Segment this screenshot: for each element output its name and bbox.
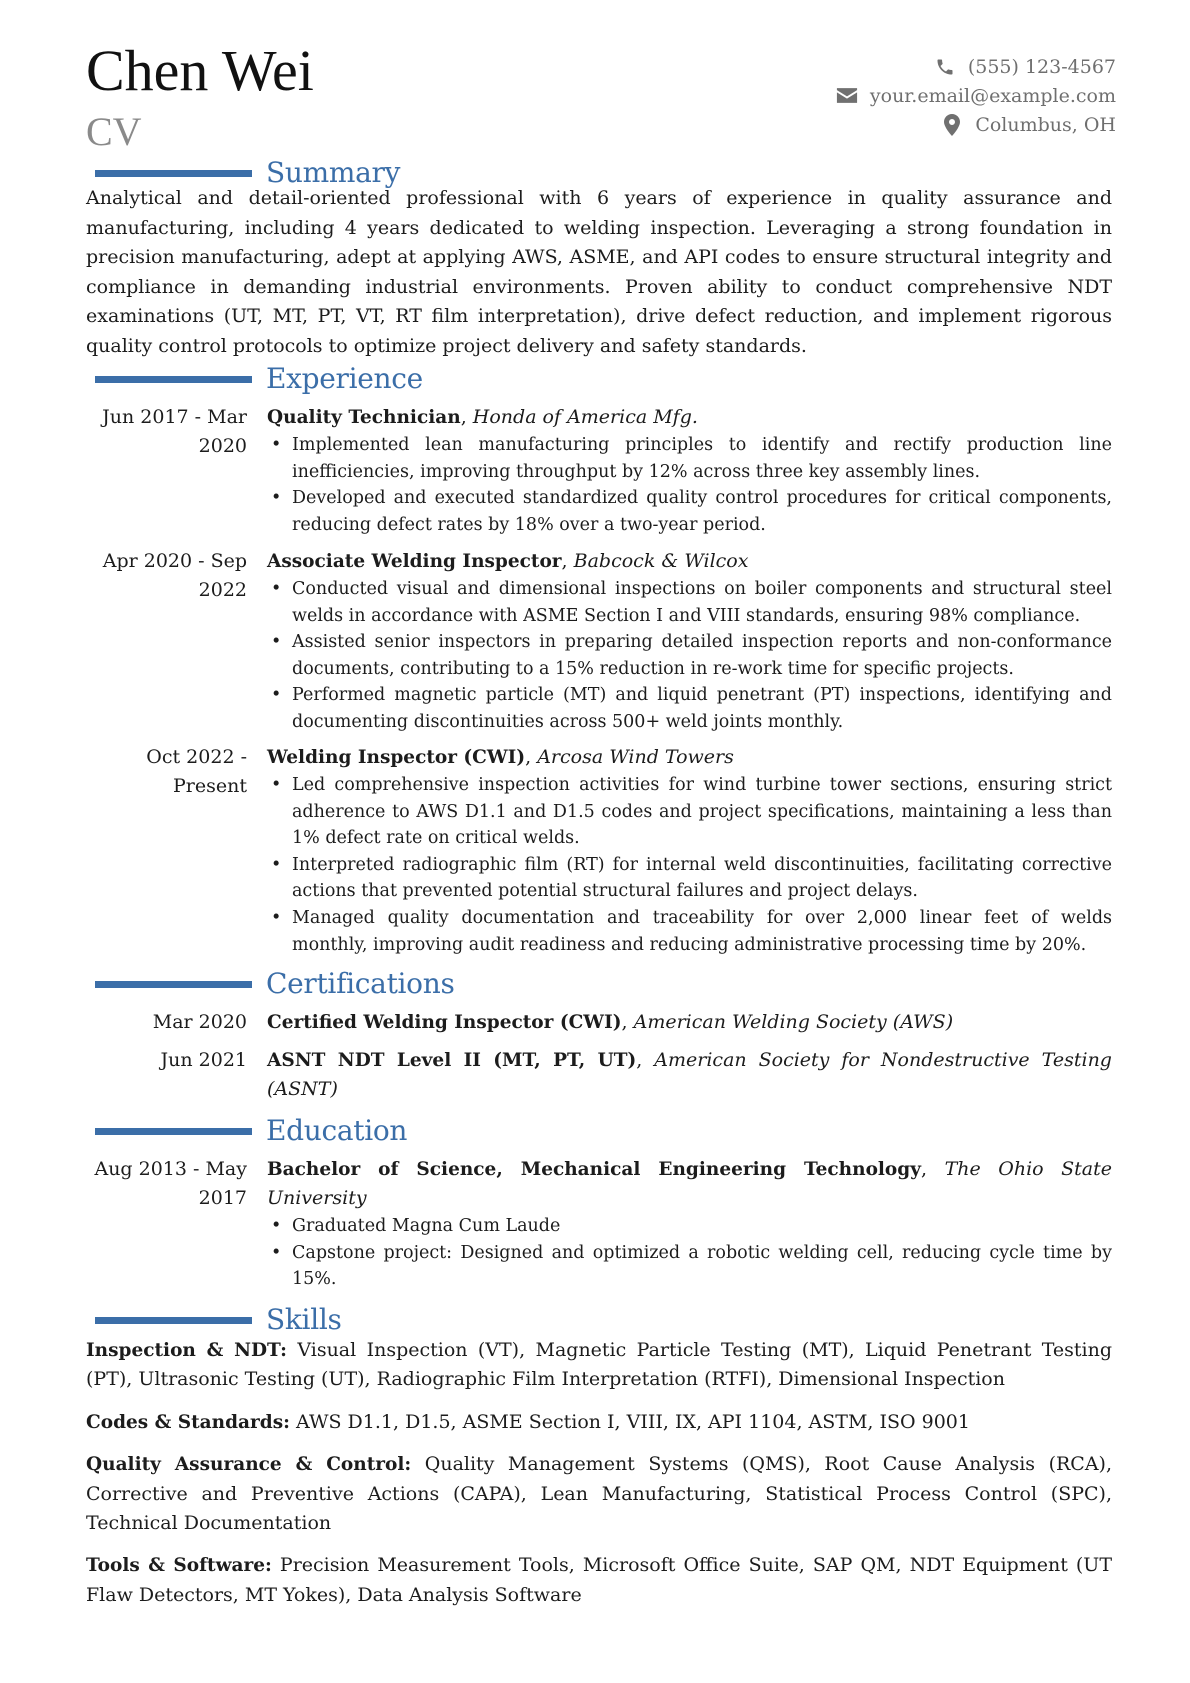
list-item: • Graduated Magna Cum Laude [267, 1213, 1112, 1240]
contact-info [836, 52, 1116, 139]
phone-text: (555) 123-4567 [967, 55, 1116, 78]
entry-organization: Arcosa Wind Towers [537, 746, 734, 768]
entry-organization: American Welding Society (AWS) [633, 1011, 954, 1033]
envelope-icon [836, 85, 858, 107]
skill-values: AWS D1.1, D1.5, ASME Section I, VIII, IX, API 1104, ASTM, ISO 9001 [296, 1410, 970, 1433]
list-item: • Developed and executed standardized quality control procedures for critical components, reducing defect rates by 18% over a two-year period. [267, 485, 1112, 538]
summary-text: Analytical and detail-oriented professional with 6 years of experience in quality assurance and manufacturing, including 4 years dedicated to welding inspection. Leveraging a strong foundation in precision manufacturing, adept at applying AWS, ASME, and API codes to ensure structural integrity and compliance in demanding industrial environments. Proven ability to conduct comprehensive NDT examinations (UT, MT, PT, VT, RT film interpretation), drive defect reduction, and implement rigorous quality control protocols to optimize project delivery and safety standards. [86, 187, 1112, 357]
list-item: • Assisted senior inspectors in preparing detailed inspection reports and non-conformance documents, contributing to a 15% reduction in re-work time for specific projects. [267, 629, 1112, 682]
entry-body [267, 1155, 1112, 1293]
list-item: • Performed magnetic particle (MT) and liquid penetrant (PT) inspections, identifying and documenting discontinuities across 500+ weld joints monthly. [267, 682, 1112, 735]
entry-headline: Quality Technician, Honda of America Mfg. [267, 406, 698, 428]
list-item: • Conducted visual and dimensional inspections on boiler components and structural steel welds in accordance with ASME Section I and VIII standards, ensuring 98% compliance. [267, 576, 1112, 629]
list-item: • Led comprehensive inspection activities for wind turbine tower sections, ensuring strict adherence to AWS D1.1 and D1.5 codes and project specifications, maintaining a less than 1% defect rate on critical welds. [267, 772, 1112, 852]
skills-section-heading [95, 1302, 342, 1336]
section-title: Experience [266, 361, 423, 395]
email-text: your.email@example.com [869, 84, 1116, 107]
skill-group [86, 1336, 1112, 1395]
entry-headline: Associate Welding Inspector, Babcock & Wilcox [267, 550, 749, 572]
education-section-heading [95, 1113, 407, 1147]
entry-organization: American Society for Nondestructive Testing (ASNT) [267, 1049, 1112, 1100]
entry-body [267, 403, 1112, 538]
entry-organization: Honda of America Mfg. [472, 406, 698, 428]
section-accent-bar [95, 1128, 252, 1135]
skill-category: Tools & Software: [86, 1555, 272, 1577]
entry-role: Quality Technician [267, 407, 461, 428]
section-title: Skills [266, 1302, 342, 1336]
skill-group [86, 1551, 1112, 1610]
entry-body [267, 547, 1112, 736]
entry-headline: Welding Inspector (CWI), Arcosa Wind Towers [267, 746, 734, 768]
entry-headline: Bachelor of Science, Mechanical Engineering Technology, The Ohio State University [267, 1158, 1112, 1209]
list-item: • Interpreted radiographic film (RT) for internal weld discontinuities, facilitating corrective actions that prevented potential structural failures and project delays. [267, 852, 1112, 905]
skill-category: Codes & Standards: [86, 1411, 290, 1433]
entry-role: Associate Welding Inspector [267, 551, 562, 572]
list-item: • Managed quality documentation and traceability for over 2,000 linear feet of welds monthly, improving audit readiness and reducing administrative processing time by 20%. [267, 905, 1112, 958]
section-title: Summary [266, 155, 401, 189]
document-type: CV [86, 109, 142, 154]
entry-organization: The Ohio State University [267, 1158, 1112, 1209]
entry-role: Welding Inspector (CWI) [267, 747, 526, 768]
entry-body [267, 1008, 1112, 1037]
skill-values: Precision Measurement Tools, Microsoft Office Suite, SAP QM, NDT Equipment (UT Flaw Detectors, MT Yokes), Data Analysis Software [86, 1554, 1112, 1606]
location-text: Columbus, OH [975, 113, 1116, 136]
skill-group [86, 1450, 1112, 1538]
entry-role: Certified Welding Inspector (CWI) [267, 1012, 622, 1033]
section-title: Education [266, 1113, 408, 1147]
entry-body [267, 1046, 1112, 1104]
skill-values: Visual Inspection (VT), Magnetic Particle Testing (MT), Liquid Penetrant Testing (PT), Ultrasonic Testing (UT), Radiographic Film Interpretation (RTFI), Dimensional Inspection [86, 1339, 1112, 1391]
entry-headline: Certified Welding Inspector (CWI), American Welding Society (AWS) [267, 1011, 954, 1033]
contact-email [836, 81, 1116, 110]
phone-icon [934, 56, 956, 78]
entry-organization: Babcock & Wilcox [573, 550, 749, 572]
entry-bullets [267, 432, 1112, 538]
skill-group [86, 1408, 1112, 1437]
list-item: • Capstone project: Designed and optimized a robotic welding cell, reducing cycle time by 15%. [267, 1240, 1112, 1293]
entry-body [267, 743, 1112, 958]
section-title: Certifications [266, 966, 455, 1000]
entry-bullets [267, 1213, 1112, 1293]
contact-phone [836, 52, 1116, 81]
skill-values: Quality Management Systems (QMS), Root Cause Analysis (RCA), Corrective and Preventive Actions (CAPA), Lean Manufacturing, Statistical Process Control (SPC), Technical Documentation [86, 1453, 1112, 1535]
entry-headline: ASNT NDT Level II (MT, PT, UT), American Society for Nondestructive Testing (ASNT) [267, 1049, 1112, 1100]
entry-date: Apr 2020 - Sep 2022 [102, 550, 247, 601]
section-accent-bar [95, 376, 252, 383]
skill-category: Quality Assurance & Control: [86, 1454, 412, 1476]
section-accent-bar [95, 981, 252, 988]
experience-section-heading [95, 361, 423, 395]
entry-bullets [267, 772, 1112, 958]
section-accent-bar [95, 1317, 252, 1324]
entry-bullets [267, 576, 1112, 736]
entry-date: Mar 2020 [152, 1011, 247, 1033]
skills-list [86, 1336, 1112, 1623]
section-accent-bar [95, 170, 252, 177]
certifications-section-heading [95, 966, 455, 1000]
contact-location [836, 110, 1116, 139]
entry-role: Bachelor of Science, Mechanical Engineering Technology [267, 1159, 921, 1180]
entry-date: Jun 2017 - Mar 2020 [102, 406, 247, 457]
candidate-name: Chen Wei [86, 38, 314, 103]
entry-role: ASNT NDT Level II (MT, PT, UT) [267, 1050, 637, 1071]
entry-date: Jun 2021 [160, 1049, 247, 1071]
entry-date: Oct 2022 - Present [146, 746, 247, 797]
location-pin-icon [941, 114, 963, 136]
entry-date: Aug 2013 - May 2017 [94, 1158, 247, 1209]
skill-category: Inspection & NDT: [86, 1340, 287, 1361]
list-item: • Implemented lean manufacturing principles to identify and rectify production line inefficiencies, improving throughput by 12% across three key assembly lines. [267, 432, 1112, 485]
